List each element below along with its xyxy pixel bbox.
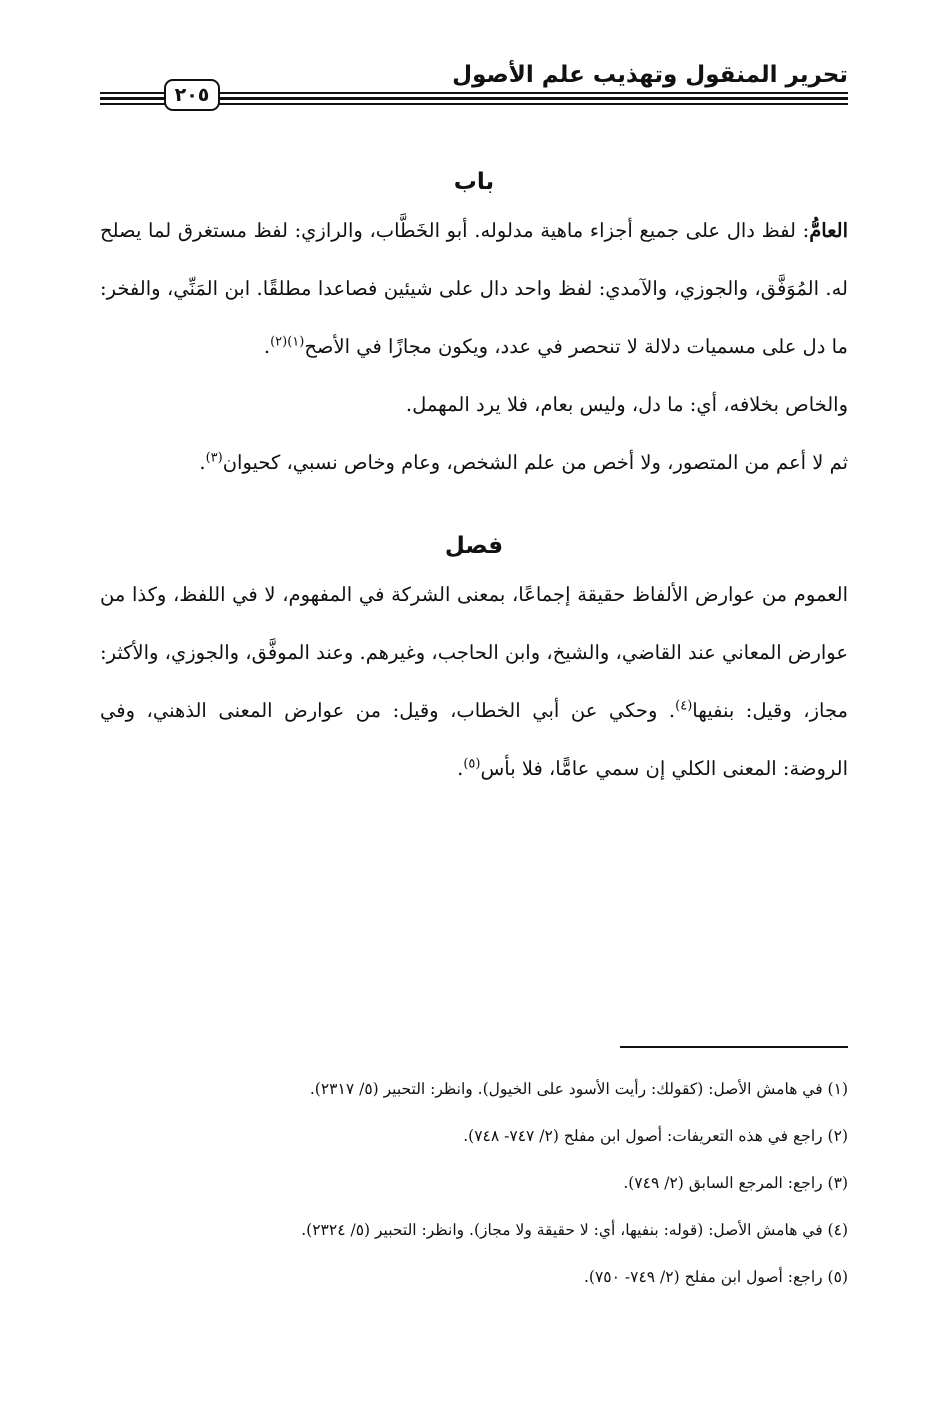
footnote-item: (٣) راجع: المرجع السابق (٢/ ٧٤٩). [623,1174,848,1192]
paragraph-definition-general [100,202,848,376]
paragraph-definition-specific: والخاص بخلافه، أي: ما دل، وليس بعام، فلا يرد المهمل. [405,393,848,416]
paragraph-text: العموم من عوارض الألفاظ حقيقة إجماعًا، بمعنى الشركة في المفهوم، لا في اللفظ، وكذا من عوارض المعاني عند القاضي، والشيخ، وابن الحاجب، وغيرهم. وعند الموفَّق، والجوزي، والأكثر: مجاز، وقيل: بنفيها [100,583,848,722]
paragraph-text: ثم لا أعم من المتصور، ولا أخص من علم الشخص، وعام وخاص نسبي، كحيوان [222,451,848,474]
footnote-reference: (٥) [463,756,481,772]
paragraph-relative-terms [100,434,848,492]
section-heading-bab: باب [453,169,495,195]
paragraph-text: . [457,757,464,780]
defined-term: العامُّ [809,219,848,242]
footnotes-separator [620,1046,848,1048]
footnote-item: (٢) راجع في هذه التعريفات: أصول ابن مفلح (٢/ ٧٤٧- ٧٤٨). [463,1127,848,1145]
footnote-reference: (٣) [205,450,223,466]
footnote-item: (٤) في هامش الأصل: (قوله: بنفيها، أي: لا حقيقة ولا مجاز). وانظر: التحبير (٥/ ٢٣٢٤). [301,1221,848,1239]
book-title: تحرير المنقول وتهذيب علم الأصول [452,62,848,88]
running-header [100,52,848,118]
paragraph-text: : لفظ دال على جميع أجزاء ماهية مدلوله. أبو الخَطَّاب، والرازي: لفظ مستغرق لما يصلح له. المُوَفَّق، والجوزي، والآمدي: لفظ واحد دال على شيئين فصاعدا مطلقًا. ابن المَنِّي، والفخر: ما دل على مسميات دلالة لا تنحصر في عدد، ويكون مجازًا في الأصح [100,219,848,358]
footnote-reference: (٤) [675,698,693,714]
footnotes-list [100,1066,848,1301]
paragraph-text: . [263,335,271,358]
footnote-item: (١) في هامش الأصل: (كقولك: رأيت الأسود على الخيول). وانظر: التحبير (٥/ ٢٣١٧). [309,1080,848,1098]
paragraph-text: . [199,451,206,474]
book-page [100,52,848,1352]
paragraph-text: . وحكي عن أبي الخطاب، وقيل: من عوارض المعنى الذهني، وفي الروضة: المعنى الكلي إن سمي عامًّا، فلا بأس [100,699,848,780]
section-heading-fasl: فصل [444,533,504,559]
paragraph-generality [100,566,848,798]
footnote-item: (٥) راجع: أصول ابن مفلح (٢/ ٧٤٩- ٧٥٠). [583,1268,848,1286]
footnote-reference: (١)(٢) [270,334,305,350]
page-number: ٢٠٥ [164,79,220,111]
